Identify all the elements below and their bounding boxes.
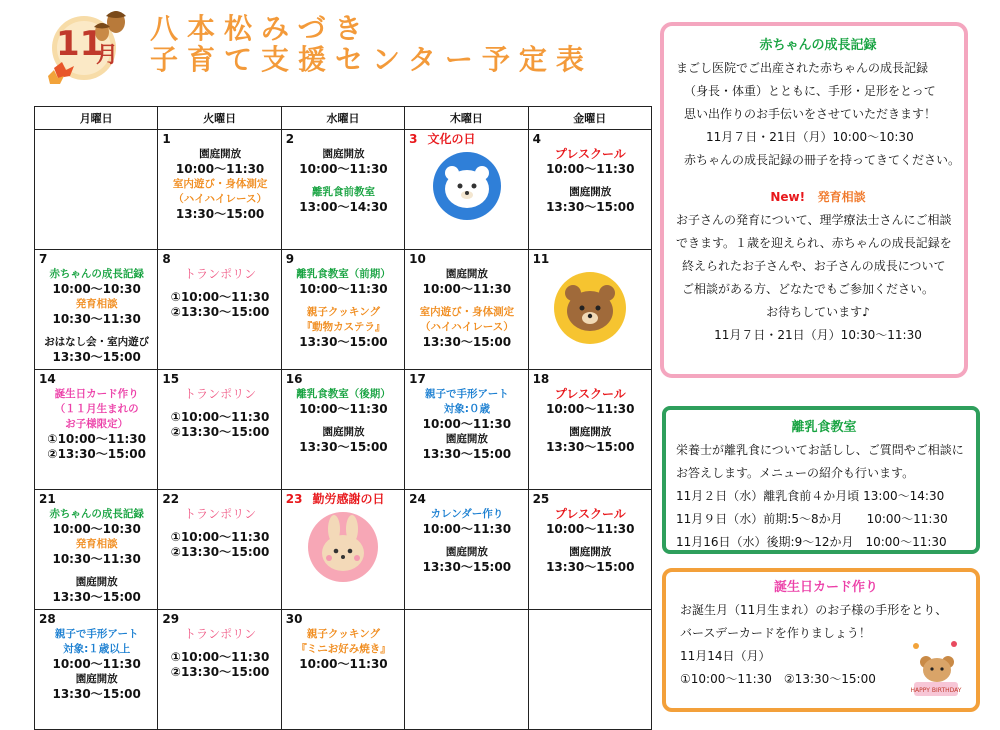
day-number: 2 xyxy=(285,132,295,146)
event-time: 13:30～15:00 xyxy=(422,335,512,349)
event-line: （ハイハイレース） xyxy=(173,193,267,205)
day-cell-17 xyxy=(405,370,528,490)
birthday-card-title: 誕生日カード作り xyxy=(773,580,878,595)
box-text: お待ちしています♪ xyxy=(766,305,870,319)
event-time: 10:00～11:30 xyxy=(422,282,512,296)
day-number: 15 xyxy=(162,372,180,386)
day-cell-1 xyxy=(158,130,281,250)
event-time: 13:30～15:00 xyxy=(422,447,512,461)
event-time: 10:00～11:30 xyxy=(299,402,388,416)
event-line: 親子クッキング xyxy=(306,306,381,318)
title-line2: 子育て支援センター予定表 xyxy=(150,43,593,76)
event-time: 13:30～15:00 xyxy=(546,560,635,574)
weekday-thu: 木曜日 xyxy=(405,107,528,130)
title-line1: 八本松みづき xyxy=(150,12,372,45)
event-line: トランポリン xyxy=(184,387,257,401)
event-time: ②13:30～15:00 xyxy=(170,425,270,439)
day-number: 4 xyxy=(532,132,541,146)
box-text: 11月７日・21日（月）10:00～10:30 xyxy=(706,130,914,144)
event-line: 離乳食教室（後期） xyxy=(296,388,391,400)
box-text: 11月２日（水）離乳食前４か月頃 13:00～14:30 xyxy=(676,489,945,503)
calendar-table xyxy=(34,106,652,730)
day-cell-2 xyxy=(281,130,404,250)
event-time: 13:30～15:00 xyxy=(299,335,388,349)
holiday-label: 勤労感謝の日 xyxy=(312,492,385,506)
event-line: 対象:０歳 xyxy=(443,403,490,415)
event-line: 園庭開放 xyxy=(75,576,118,588)
event-line: お子様限定） xyxy=(65,418,129,430)
event-line: 赤ちゃんの成長記録 xyxy=(49,508,144,520)
event-time: 13:30～15:00 xyxy=(546,200,635,214)
day-cell-21 xyxy=(35,490,158,610)
week-row xyxy=(35,490,652,610)
birthday-bear-icon xyxy=(904,638,966,700)
weekday-header-row xyxy=(35,107,652,130)
day-number: 9 xyxy=(285,252,295,266)
day-cell-14 xyxy=(35,370,158,490)
event-time: 10:00～11:30 xyxy=(546,402,635,416)
box-text: ①10:00～11:30 ②13:30～15:00 xyxy=(680,672,876,686)
day-cell-16 xyxy=(281,370,404,490)
event-line: 園庭開放 xyxy=(322,426,365,438)
box-text: 栄養士が離乳食についてお話しし、ご質問やご相談に xyxy=(676,443,964,457)
box-text: 11月14日（月） xyxy=(680,649,771,663)
event-time: 13:00～14:30 xyxy=(299,200,388,214)
event-line: カレンダー作り xyxy=(430,508,504,520)
box-text: できます。１歳を迎えられ、赤ちゃんの成長記録を xyxy=(676,236,952,250)
day-cell-25 xyxy=(528,490,651,610)
day-cell-4 xyxy=(528,130,651,250)
day-cell-18 xyxy=(528,370,651,490)
week-row xyxy=(35,610,652,730)
rabbit-icon xyxy=(307,511,379,583)
event-time: 10:00～11:30 xyxy=(299,282,388,296)
event-line: 『ミニお好み焼き』 xyxy=(296,643,391,655)
box-text: 赤ちゃんの成長記録の冊子を持ってきてください。 xyxy=(684,153,961,167)
weekday-tue: 火曜日 xyxy=(158,107,281,130)
weekday-wed: 水曜日 xyxy=(281,107,404,130)
event-line: 対象:１歳以上 xyxy=(63,643,131,655)
day-cell-29 xyxy=(158,610,281,730)
event-time: ②13:30～15:00 xyxy=(170,545,270,559)
event-line: 『動物カステラ』 xyxy=(301,321,386,333)
page-title xyxy=(150,14,593,76)
day-cell-23 xyxy=(281,490,404,610)
day-number: 28 xyxy=(39,612,56,626)
event-time: 10:00～11:30 xyxy=(546,162,635,176)
event-line: 室内遊び・身体測定 xyxy=(419,306,515,318)
event-line: プレスクール xyxy=(554,387,626,401)
event-time: 13:30～15:00 xyxy=(52,590,141,604)
box-text: お誕生月（11月生まれ）のお子様の手形をとり、 xyxy=(680,603,948,617)
event-time: ①10:00～11:30 xyxy=(47,432,146,446)
event-line: トランポリン xyxy=(184,507,257,521)
day-number-value: 3 xyxy=(409,132,418,146)
weekday-fri: 金曜日 xyxy=(528,107,651,130)
event-time: 10:00～11:30 xyxy=(52,657,141,671)
event-line: 園庭開放 xyxy=(445,268,488,280)
event-time: 10:00～11:30 xyxy=(299,657,388,671)
box-text: まごし医院でご出産された赤ちゃんの成長記録 xyxy=(676,61,929,75)
event-time: ②13:30～15:00 xyxy=(170,665,270,679)
event-line: プレスクール xyxy=(554,147,626,161)
week-row xyxy=(35,130,652,250)
event-line: 園庭開放 xyxy=(322,148,365,160)
day-number: 24 xyxy=(409,492,426,506)
day-cell-3 xyxy=(405,130,528,250)
week-row xyxy=(35,370,652,490)
day-cell-24 xyxy=(405,490,528,610)
event-time: ①10:00～11:30 xyxy=(170,530,270,544)
event-line: 園庭開放 xyxy=(75,673,118,685)
event-time: 10:30～11:30 xyxy=(52,312,141,326)
event-line: 親子で手形アート xyxy=(425,388,509,400)
event-time: ②13:30～15:00 xyxy=(47,447,146,461)
event-line: 離乳食前教室 xyxy=(311,186,375,198)
day-cell-empty xyxy=(528,610,651,730)
month-suffix: 月 xyxy=(96,43,119,68)
day-number: 11 xyxy=(532,252,550,266)
event-time: 10:00～11:30 xyxy=(422,522,512,536)
day-number: 1 xyxy=(162,132,171,146)
day-number: 8 xyxy=(162,252,171,266)
brown-bear-icon xyxy=(553,271,627,345)
event-line: プレスクール xyxy=(554,507,626,521)
event-time: ①10:00～11:30 xyxy=(170,290,270,304)
day-number: 16 xyxy=(285,372,303,386)
box-text: 思い出作りのお手伝いをさせていただきます！ xyxy=(684,107,937,121)
box-text: バースデーカードを作りましょう！ xyxy=(680,626,871,640)
day-cell-9 xyxy=(281,250,404,370)
event-line: （ハイハイレース） xyxy=(419,321,514,333)
event-line: 園庭開放 xyxy=(569,426,612,438)
day-cell-22 xyxy=(158,490,281,610)
new-label: New! xyxy=(770,190,806,204)
day-cell-11 xyxy=(528,250,651,370)
day-number xyxy=(409,132,524,147)
day-number: 21 xyxy=(39,492,56,506)
event-line: 園庭開放 xyxy=(569,186,612,198)
event-time: 10:00～11:30 xyxy=(299,162,388,176)
day-cell-15 xyxy=(158,370,281,490)
weekday-mon: 月曜日 xyxy=(35,107,158,130)
growth-record-title: 赤ちゃんの成長記録 xyxy=(759,38,877,53)
event-time: 10:00～10:30 xyxy=(52,522,141,536)
month-number: 11 xyxy=(56,24,104,64)
weaning-class-title: 離乳食教室 xyxy=(791,420,857,435)
event-line: トランポリン xyxy=(184,267,257,281)
event-time: ②13:30～15:00 xyxy=(170,305,270,319)
consult-heading xyxy=(676,186,960,209)
day-number: 22 xyxy=(162,492,180,506)
day-number: 18 xyxy=(532,372,550,386)
event-line: 誕生日カード作り xyxy=(54,388,139,400)
day-number: 14 xyxy=(39,372,56,386)
day-number: 17 xyxy=(409,372,426,386)
event-time: ①10:00～11:30 xyxy=(170,410,270,424)
event-time: 10:00～11:30 xyxy=(175,162,265,176)
event-line: 離乳食教室（前期） xyxy=(296,268,391,280)
day-cell-7 xyxy=(35,250,158,370)
day-cell-30 xyxy=(281,610,404,730)
event-line: トランポリン xyxy=(184,627,257,641)
box-text: お子さんの発育について、理学療法士さんにご相談 xyxy=(676,213,952,227)
box-text: 11月７日・21日（月）10:30～11:30 xyxy=(714,328,922,342)
day-cell-28 xyxy=(35,610,158,730)
box-text: 11月16日（水）後期:9～12か月 10:00～11:30 xyxy=(676,535,947,549)
event-line: 園庭開放 xyxy=(569,546,612,558)
consult-title: 発育相談 xyxy=(817,190,866,204)
day-cell-10 xyxy=(405,250,528,370)
event-line: 室内遊び・身体測定 xyxy=(172,178,268,190)
event-time: 13:30～15:00 xyxy=(52,687,141,701)
event-time: 10:00～11:30 xyxy=(422,417,512,431)
event-time: ①10:00～11:30 xyxy=(170,650,270,664)
box-text: 終えられたお子さんや、お子さんの成長について xyxy=(682,259,946,273)
event-time: 13:30～15:00 xyxy=(299,440,388,454)
day-number: 10 xyxy=(409,252,426,266)
event-line: 園庭開放 xyxy=(445,433,488,445)
event-time: 13:30～15:00 xyxy=(52,350,141,364)
event-time: 10:00～10:30 xyxy=(52,282,141,296)
event-time: 13:30～15:00 xyxy=(546,440,635,454)
week-row xyxy=(35,250,652,370)
weaning-class-box xyxy=(662,406,980,554)
box-text: 11月９日（水）前期:5～8か月 10:00～11:30 xyxy=(676,512,948,526)
day-number xyxy=(286,492,401,507)
day-number: 7 xyxy=(39,252,48,266)
growth-record-box xyxy=(660,22,968,378)
event-time: 13:30～15:00 xyxy=(175,207,265,221)
event-line: 発育相談 xyxy=(75,298,118,310)
event-time: 10:30～11:30 xyxy=(52,552,141,566)
box-text: お答えします。メニューの紹介も行います。 xyxy=(676,466,915,480)
day-number-value: 23 xyxy=(285,492,303,506)
day-number: 30 xyxy=(285,612,303,626)
polar-bear-icon xyxy=(432,151,502,221)
day-cell-empty xyxy=(35,130,158,250)
event-line: 親子クッキング xyxy=(306,628,381,640)
event-line: 園庭開放 xyxy=(445,546,488,558)
event-line: 園庭開放 xyxy=(199,148,242,160)
birthday-card-box xyxy=(662,568,980,712)
event-line: おはなし会・室内遊び xyxy=(44,336,150,348)
event-time: 13:30～15:00 xyxy=(422,560,512,574)
event-line: 発育相談 xyxy=(75,538,118,550)
month-badge xyxy=(44,6,132,86)
event-line: （１１月生まれの xyxy=(54,403,139,415)
event-line: 親子で手形アート xyxy=(54,628,139,640)
box-text: （身長・体重）とともに、手形・足形をとって xyxy=(684,84,936,98)
card-text: HAPPY BIRTHDAY xyxy=(910,687,962,694)
day-number: 29 xyxy=(162,612,180,626)
day-number: 25 xyxy=(532,492,550,506)
event-time: 10:00～11:30 xyxy=(546,522,635,536)
event-line: 赤ちゃんの成長記録 xyxy=(49,268,144,280)
box-text: ご相談がある方、どなたでもご参加ください。 xyxy=(682,282,935,296)
holiday-label: 文化の日 xyxy=(427,132,476,146)
day-cell-empty xyxy=(405,610,528,730)
day-cell-8 xyxy=(158,250,281,370)
